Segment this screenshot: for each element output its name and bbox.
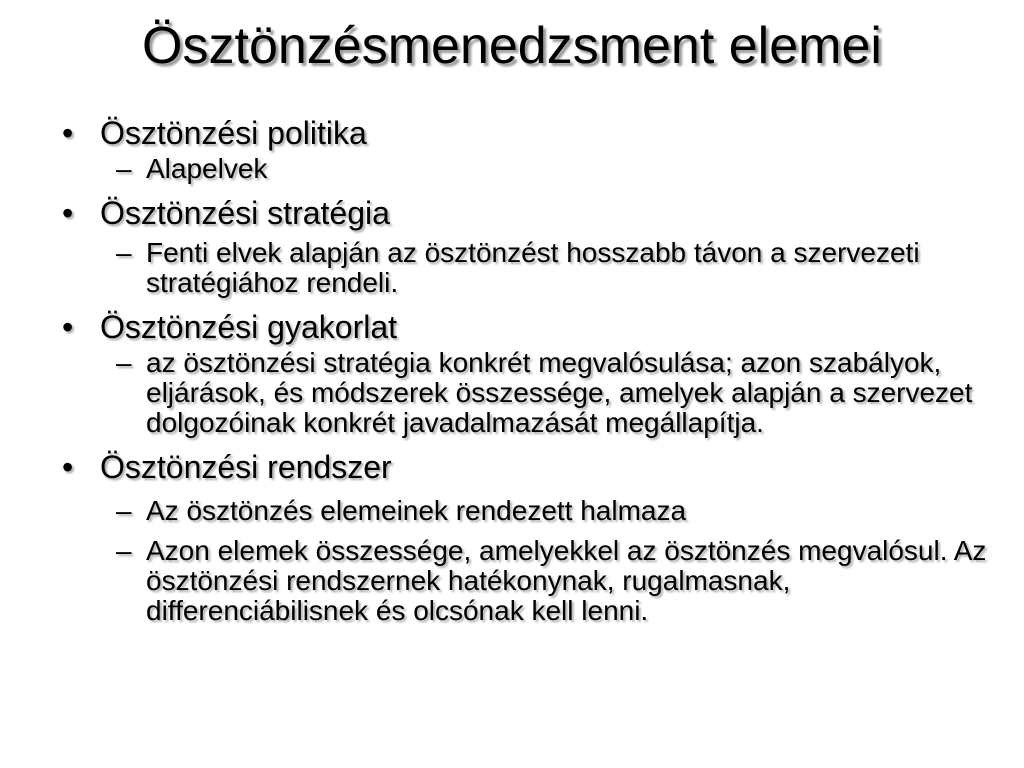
bullet-label: Ösztönzési politika	[100, 115, 367, 151]
slide-body	[62, 110, 992, 626]
sub-item-text: Az ösztönzés elemeinek rendezett halmaza	[146, 495, 687, 526]
sub-item-strategy-description	[62, 238, 992, 298]
bullet-icon: •	[62, 449, 74, 485]
slide-title: Ösztönzésmenedzsment elemei	[142, 17, 882, 75]
dash-icon: –	[116, 237, 132, 268]
bullet-item-policy	[62, 114, 992, 152]
bullet-icon: •	[62, 115, 74, 151]
sub-item-text: Fenti elvek alapján az ösztönzést hosszabb távon a szervezeti stratégiához rendeli.	[146, 237, 920, 298]
bullet-label: Ösztönzési stratégia	[100, 195, 390, 231]
bullet-label: Ösztönzési gyakorlat	[100, 309, 398, 345]
dash-icon: –	[116, 153, 132, 184]
bullet-item-system	[62, 448, 992, 486]
sub-item-system-definition	[62, 496, 992, 526]
bullet-icon: •	[62, 309, 74, 345]
bullet-item-practice	[62, 308, 992, 346]
dash-icon: –	[116, 535, 132, 566]
sub-item-text: az ösztönzési stratégia konkrét megvalósulása; azon szabályok, eljárások, és módszerek összessége, amelyek alapján a szervezet dolgozóinak konkrét javadalmazását megállapítja.	[146, 347, 973, 438]
sub-item-text: Alapelvek	[146, 153, 268, 184]
dash-icon: –	[116, 347, 132, 378]
sub-item-system-requirements	[62, 536, 992, 626]
bullet-label: Ösztönzési rendszer	[100, 449, 392, 485]
bullet-icon: •	[62, 195, 74, 231]
sub-item-principles	[62, 154, 992, 184]
sub-item-practice-description	[62, 348, 992, 438]
bullet-item-strategy	[62, 194, 992, 232]
dash-icon: –	[116, 495, 132, 526]
sub-item-text: Azon elemek összessége, amelyekkel az ösztönzés megvalósul. Az ösztönzési rendszernek hatékonynak, rugalmasnak, differenciábilisnek és olcsónak kell lenni.	[146, 535, 987, 626]
